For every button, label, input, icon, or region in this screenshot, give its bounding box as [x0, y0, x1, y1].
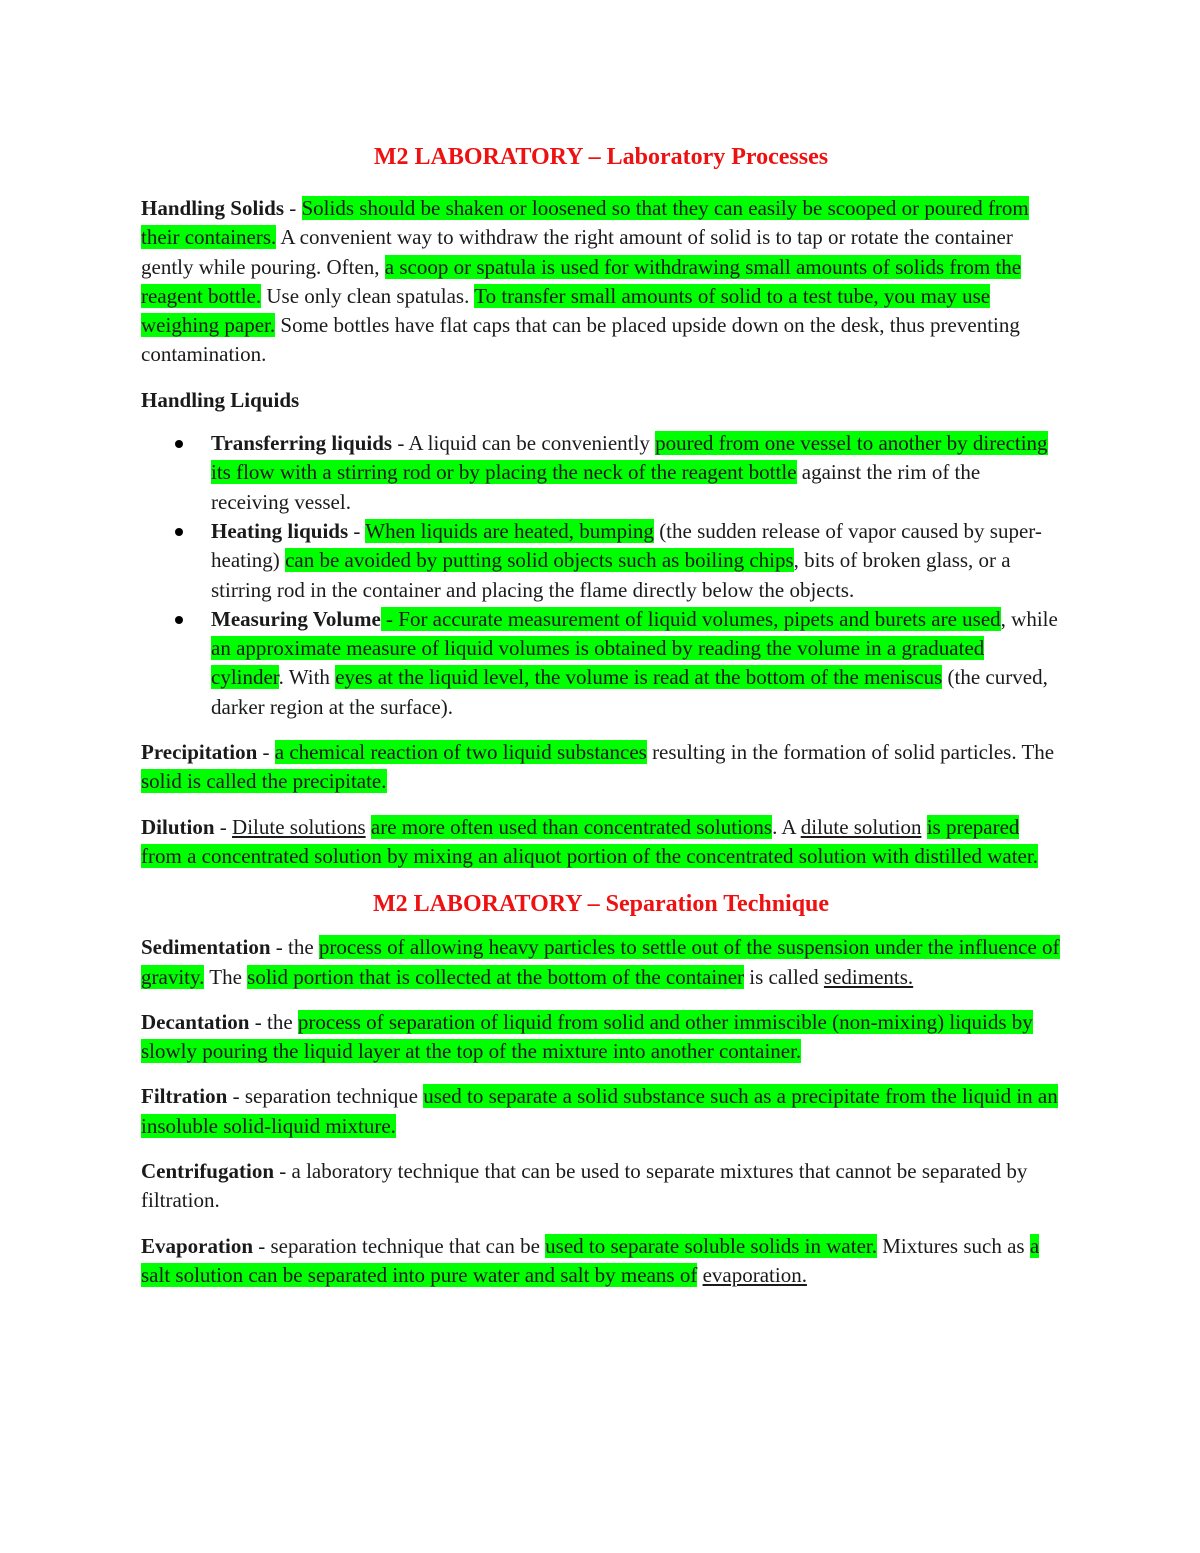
term-decantation: Decantation: [141, 1009, 250, 1034]
term-centrifugation: Centrifugation: [141, 1159, 274, 1184]
bullet-icon: [175, 440, 183, 448]
text: , while: [1000, 606, 1058, 631]
term-evaporation: Evaporation: [141, 1233, 254, 1258]
highlighted-text: To transfer small amounts of solid to a test tube, you may use weighing paper.: [141, 283, 991, 338]
term-transferring-liquids: Transferring liquids: [211, 431, 393, 456]
list-item-measuring-volume: [211, 605, 1061, 722]
bullet-icon: [175, 528, 183, 536]
term-handling-solids: Handling Solids: [141, 196, 284, 220]
highlighted-text: poured from one vessel to another by directing its flow with a stirring rod or by placing the neck of the reagent bottle: [211, 431, 1048, 485]
text: - the: [270, 935, 319, 960]
text: - a laboratory technique that can be used to separate mixtures that cannot be separated by filtration.: [141, 1159, 1028, 1213]
text: -: [257, 740, 275, 765]
text: is called: [744, 964, 824, 989]
text: -: [284, 196, 302, 220]
paragraph-dilution: [141, 813, 1061, 872]
highlighted-text: a salt solution can be separated into pure water and salt by means of: [141, 1233, 1040, 1287]
highlighted-text: can be avoided by putting solid objects such as boiling chips: [285, 548, 794, 573]
highlighted-text: used to separate soluble solids in water.: [545, 1233, 877, 1258]
text: (the sudden release of vapor caused by super-heating): [211, 518, 1042, 573]
list-item-transferring-liquids: [211, 429, 1061, 517]
underlined-text: evaporation.: [702, 1262, 807, 1287]
underlined-text: Dilute solutions: [232, 814, 366, 839]
highlighted-text: solid portion that is collected at the bottom of the container: [247, 964, 745, 989]
term-filtration: Filtration: [141, 1084, 228, 1109]
highlighted-text: a scoop or spatula is used for withdrawing small amounts of solids from the reagent bottle.: [141, 254, 1022, 308]
text: - A liquid can be conveniently: [392, 431, 656, 456]
text: Use only clean spatulas.: [261, 283, 475, 308]
text: resulting in the formation of solid particles. The: [646, 740, 1055, 765]
highlighted-text: an approximate measure of liquid volumes is obtained by reading the volume in a graduated cylinder: [211, 636, 985, 690]
text: -: [214, 814, 233, 839]
text: A convenient way to withdraw the right amount of solid is to tap or rotate the container gently while pouring. Often,: [141, 225, 1013, 279]
text: . A: [772, 814, 801, 839]
paragraph-centrifugation: [141, 1157, 1061, 1216]
text: . With: [278, 665, 336, 690]
highlighted-text: process of separation of liquid from solid and other immiscible (non-mixing) liquids by slowly pouring the liquid layer at the top of the mixture into another container.: [141, 1009, 1033, 1064]
paragraph-handling-solids: [141, 194, 1061, 370]
list-item-heating-liquids: [211, 517, 1061, 605]
underlined-text: sediments.: [823, 964, 914, 989]
handling-liquids-list: [141, 429, 1061, 722]
highlighted-text: used to separate a solid substance such as a precipitate from the liquid in an insoluble solid-liquid mixture.: [141, 1084, 1058, 1138]
paragraph-sedimentation: [141, 933, 1061, 992]
text: Mixtures such as: [877, 1233, 1030, 1258]
highlighted-text: are more often used than concentrated solutions: [370, 814, 773, 839]
term-heating-liquids: Heating liquids: [211, 518, 349, 543]
section-title-laboratory-processes: M2 LABORATORY – Laboratory Processes: [373, 144, 829, 170]
text: - separation technique that can be: [253, 1233, 546, 1258]
term-handling-liquids: Handling Liquids: [141, 387, 300, 412]
text: - separation technique: [227, 1084, 424, 1109]
paragraph-evaporation: [141, 1232, 1061, 1291]
text: , bits of broken glass, or a stirring rod in the container and placing the flame directly below the objects.: [211, 548, 1011, 602]
term-measuring-volume: Measuring Volume: [211, 606, 381, 631]
section-title-separation-technique: M2 LABORATORY – Separation Technique: [372, 891, 830, 918]
paragraph-decantation: [141, 1008, 1061, 1067]
highlighted-text: When liquids are heated, bumping: [365, 518, 654, 543]
text: -: [348, 518, 366, 543]
highlighted-text: solid is called the precipitate.: [141, 769, 387, 794]
term-sedimentation: Sedimentation: [141, 935, 271, 960]
bullet-icon: [175, 616, 183, 624]
document-content: [141, 140, 1061, 1306]
highlighted-text: eyes at the liquid level, the volume is read at the bottom of the meniscus: [335, 665, 943, 690]
text: (the curved, darker region at the surface).: [211, 665, 1048, 719]
text: Some bottles have flat caps that can be placed upside down on the desk, thus preventing contamination.: [141, 313, 1020, 367]
text: The: [204, 964, 248, 989]
highlighted-text: is prepared from a concentrated solution by mixing an aliquot portion of the concentrated solution with distilled water.: [141, 814, 1038, 868]
highlighted-text: process of allowing heavy particles to settle out of the suspension under the influence of gravity.: [141, 935, 1060, 989]
text: [921, 815, 926, 839]
underlined-text: dilute solution: [800, 814, 922, 839]
highlighted-text: Solids should be shaken or loosened so that they can easily be scooped or poured from their containers.: [141, 196, 1029, 250]
highlighted-text: - For accurate measurement of liquid volumes, pipets and burets are used: [380, 606, 1001, 631]
term-precipitation: Precipitation: [141, 740, 258, 765]
term-dilution: Dilution: [141, 814, 215, 839]
paragraph-filtration: [141, 1082, 1061, 1141]
text: against the rim of the receiving vessel.: [211, 460, 981, 514]
heading-handling-liquids: [141, 386, 1061, 415]
paragraph-precipitation: [141, 738, 1061, 797]
text: - the: [249, 1009, 298, 1034]
highlighted-text: a chemical reaction of two liquid substances: [274, 740, 647, 765]
